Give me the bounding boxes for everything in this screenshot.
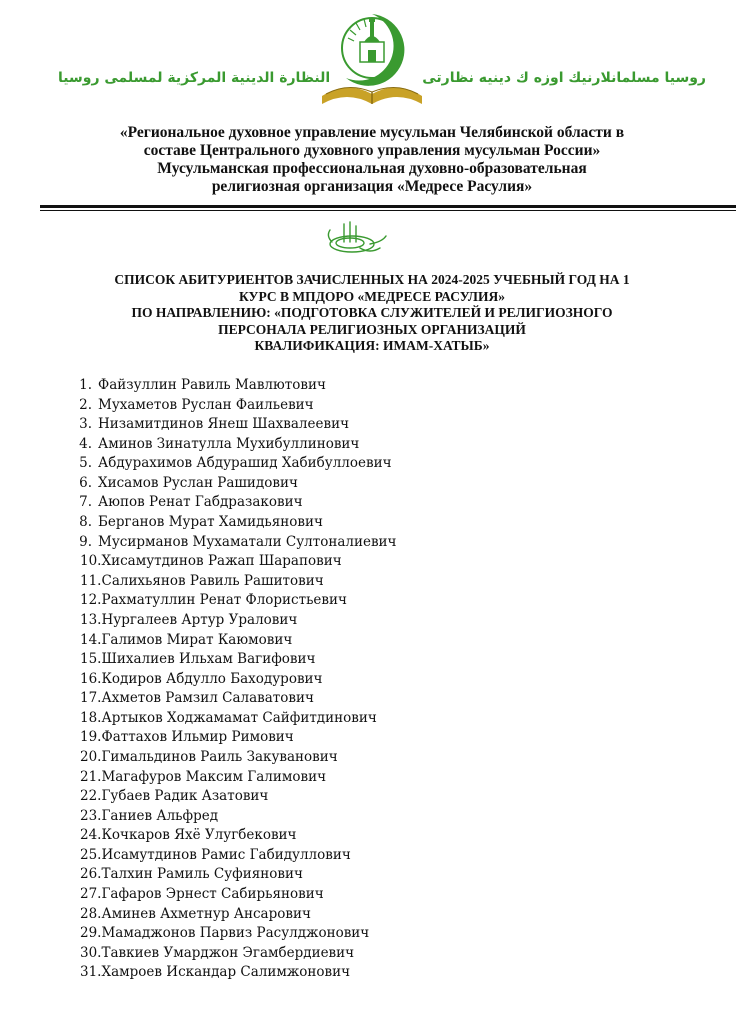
list-item <box>80 748 396 768</box>
heading-line: КВАЛИФИКАЦИЯ: ИМАМ-ХАТЫБ» <box>254 338 490 353</box>
student-name: Салихьянов Равиль Рашитович <box>101 572 324 589</box>
list-item <box>80 885 396 905</box>
list-item-number: 4. <box>79 435 92 452</box>
list-item-number: 12. <box>80 592 102 609</box>
student-name: Шихалиев Ильхам Вагифович <box>101 651 316 668</box>
student-name: Абдурахимов Абдурашид Хабибуллоевич <box>98 455 392 472</box>
heading-line: СПИСОК АБИТУРИЕНТОВ ЗАЧИСЛЕННЫХ НА 2024-2025 УЧЕБНЫЙ ГОД НА 1 <box>114 272 630 287</box>
list-item <box>80 905 396 925</box>
list-item-number: 5. <box>79 455 92 472</box>
student-name: Галимов Мират Каюмович <box>101 631 293 648</box>
list-item-number: 20. <box>80 748 102 765</box>
list-item-number: 8. <box>79 514 92 531</box>
student-name: Нургалеев Артур Уралович <box>101 611 298 628</box>
document-heading <box>70 272 674 355</box>
list-item <box>80 513 396 533</box>
org-line: Мусульманская профессиональная духовно-образовательная <box>157 160 587 177</box>
student-name: Талхин Рамиль Суфиянович <box>101 866 303 883</box>
student-name: Мамаджонов Парвиз Расулджонович <box>101 925 370 942</box>
student-name: Губаев Радик Азатович <box>101 788 269 805</box>
list-item-number: 21. <box>80 768 102 785</box>
list-item-number: 25. <box>80 846 102 863</box>
organization-name <box>60 124 684 196</box>
list-item <box>80 552 396 572</box>
list-item-number: 3. <box>79 416 92 433</box>
list-item-number: 19. <box>80 729 102 746</box>
header-divider-thin <box>40 210 736 211</box>
student-name: Кочкаров Яхё Улугбекович <box>101 827 297 844</box>
student-name: Магафуров Максим Галимович <box>101 768 327 785</box>
letterhead <box>0 0 744 210</box>
list-item-number: 27. <box>80 886 102 903</box>
list-item <box>80 415 396 435</box>
arabic-org-name-tatar: روسيا مسلمانلارنيك اوزه ك دينيه نظارتى <box>422 70 706 86</box>
student-name: Исамутдинов Рамис Габидуллович <box>101 846 351 863</box>
list-item <box>80 924 396 944</box>
list-item-number: 6. <box>79 474 92 491</box>
student-name: Гафаров Эрнест Сабирьянович <box>101 886 324 903</box>
list-item <box>80 454 396 474</box>
list-item-number: 23. <box>80 807 102 824</box>
list-item <box>80 493 396 513</box>
heading-line: ПЕРСОНАЛА РЕЛИГИОЗНЫХ ОРГАНИЗАЦИЙ <box>218 321 526 337</box>
list-item-number: 16. <box>80 670 102 687</box>
calligraphy-tughra-icon <box>320 218 390 256</box>
list-item-number: 28. <box>80 905 102 922</box>
list-item-number: 1. <box>79 377 92 393</box>
student-name: Кодиров Абдулло Баходурович <box>101 670 323 687</box>
student-name: Артыков Ходжамамат Сайфитдинович <box>101 709 377 726</box>
list-item <box>80 376 396 396</box>
list-item-number: 22. <box>80 788 102 805</box>
list-item <box>80 728 396 748</box>
heading-line: КУРС В МПДОРО «МЕДРЕСЕ РАСУЛИЯ» <box>239 288 505 304</box>
list-item-number: 2. <box>79 396 92 413</box>
list-item-number: 10. <box>80 553 102 570</box>
list-item <box>80 591 396 611</box>
list-item <box>80 963 396 983</box>
list-item-number: 15. <box>80 651 102 668</box>
list-item <box>80 611 396 631</box>
student-name: Мусирманов Мухаматали Султоналиевич <box>98 533 397 550</box>
list-item <box>80 768 396 788</box>
header-divider-thick <box>40 205 736 208</box>
list-item <box>80 826 396 846</box>
list-item-number: 17. <box>80 690 102 707</box>
list-item-number: 26. <box>80 866 102 883</box>
student-name: Файзуллин Равиль Мавлютович <box>98 377 326 393</box>
list-item <box>80 689 396 709</box>
org-line: религиозная организация «Медресе Расулия» <box>211 178 533 195</box>
list-item <box>80 572 396 592</box>
list-item-number: 14. <box>80 631 102 648</box>
student-name: Хисамутдинов Ражап Шарапович <box>101 553 342 570</box>
student-name: Мухаметов Руслан Фаильевич <box>98 396 314 413</box>
list-item <box>80 865 396 885</box>
heading-line: ПО НАПРАВЛЕНИЮ: «ПОДГОТОВКА СЛУЖИТЕЛЕЙ И РЕЛИГИОЗНОГО <box>131 305 613 320</box>
list-item <box>80 787 396 807</box>
list-item <box>80 533 396 553</box>
student-name: Аюпов Ренат Габдразакович <box>98 494 303 511</box>
list-item <box>80 631 396 651</box>
student-name: Аминев Ахметнур Ансарович <box>101 905 311 922</box>
org-line: составе Центрального духовного управления мусульман России» <box>143 142 601 159</box>
student-name: Хисамов Руслан Рашидович <box>98 474 298 491</box>
list-item <box>80 846 396 866</box>
list-item-number: 29. <box>80 925 102 942</box>
student-name: Ахметов Рамзил Салаватович <box>101 690 314 707</box>
student-name: Рахматуллин Ренат Флористьевич <box>101 592 347 609</box>
list-item-number: 7. <box>79 494 92 511</box>
list-item-number: 30. <box>80 944 102 961</box>
mosque-book-emblem-icon <box>312 8 432 113</box>
list-item <box>80 474 396 494</box>
list-item <box>80 396 396 416</box>
list-item-number: 31. <box>80 964 102 981</box>
list-item-number: 24. <box>80 827 102 844</box>
student-name: Берганов Мурат Хамидьянович <box>98 514 323 531</box>
list-item <box>80 709 396 729</box>
list-item <box>80 650 396 670</box>
list-item <box>80 807 396 827</box>
student-name: Ганиев Альфред <box>101 807 219 824</box>
org-line: «Региональное духовное управление мусульман Челябинской области в <box>119 124 625 141</box>
list-item <box>80 670 396 690</box>
list-item-number: 13. <box>80 611 102 628</box>
student-name: Тавкиев Умарджон Эгамбердиевич <box>101 944 355 961</box>
list-item <box>80 944 396 964</box>
list-item-number: 18. <box>80 709 102 726</box>
student-name: Фаттахов Ильмир Римович <box>101 729 294 746</box>
student-name: Гимальдинов Раиль Закуванович <box>101 748 338 765</box>
student-list <box>80 376 396 983</box>
student-name: Низамитдинов Янеш Шахвалеевич <box>98 416 350 433</box>
student-name: Аминов Зинатулла Мухибуллинович <box>98 435 360 452</box>
list-item <box>80 435 396 455</box>
arabic-org-name-arabic: النظارة الدينية المركزية لمسلمى روسيا <box>58 70 331 86</box>
list-item-number: 9. <box>79 533 92 550</box>
student-name: Хамроев Искандар Салимжонович <box>101 964 351 981</box>
list-item-number: 11. <box>80 572 102 589</box>
